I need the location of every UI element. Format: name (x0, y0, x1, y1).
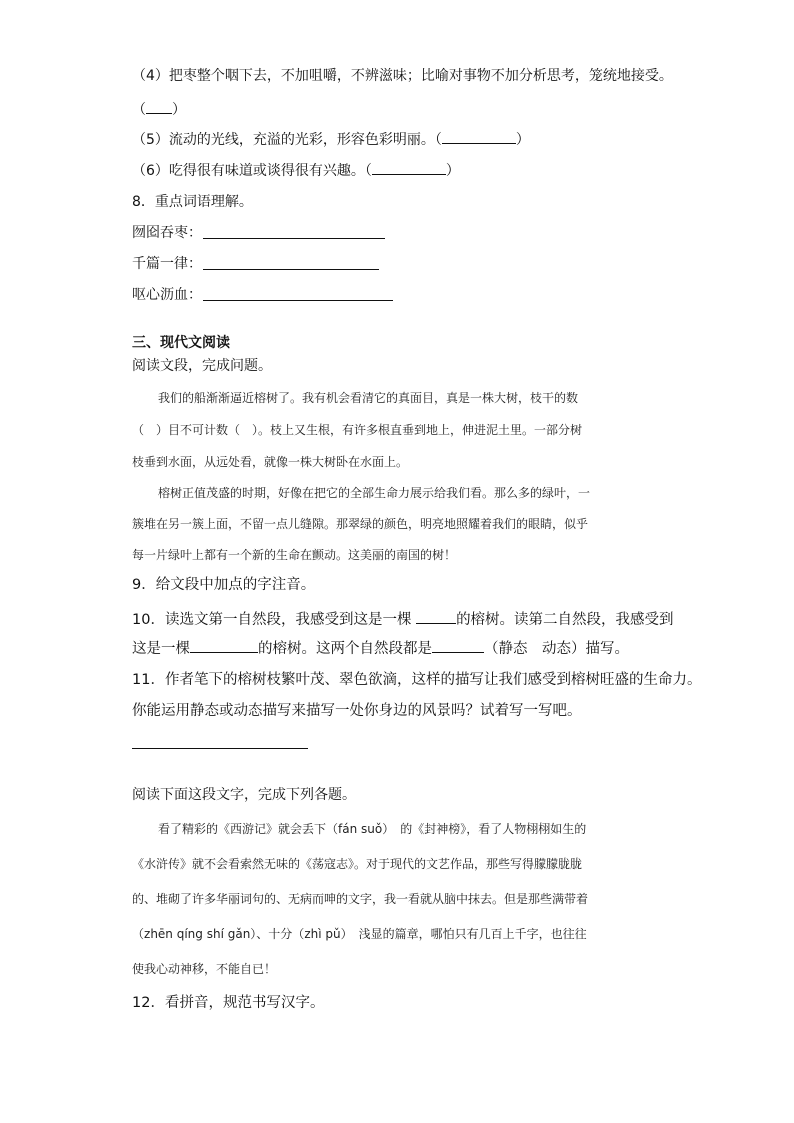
passage2-line (132, 925, 662, 942)
q7-item6-text: （6）吃得很有味道或谈得很有兴趣。（ (132, 163, 372, 179)
q10-text: 这是一棵 (132, 641, 190, 657)
answer-line[interactable] (132, 748, 308, 749)
q7-item5-text: （5）流动的光线，充溢的光彩，形容色彩明丽。（ (132, 132, 442, 148)
section-title: 三、现代文阅读 (132, 335, 230, 351)
passage1-line: （ ）目不可计数（ ）。枝上又生根，有许多根直垂到地上，伸进泥土里。一部分树 (132, 423, 583, 437)
q9-text: 9．给文段中加点的字注音。 (132, 577, 316, 593)
q10-text: （静态 动态）描写。 (484, 641, 629, 657)
passage1-line: 我们的船渐渐逼近榕树了。我有机会看清它的真面目，真是一株大树，枝干的数 (158, 391, 579, 405)
q10-line2 (132, 637, 629, 659)
answer-blank[interactable] (372, 159, 446, 175)
q11-line2: 你能运用静态或动态描写来描写一处你身边的风景吗？试着写一写吧。 (132, 703, 582, 719)
word-label: 千篇一律： (132, 256, 202, 272)
read2-intro: 阅读下面这段文字，完成下列各题。 (132, 787, 356, 803)
pinyin-prompt: zhì pǔ (304, 927, 341, 941)
pinyin-prompt: fán suǒ (338, 822, 383, 836)
paren-close: ） (515, 132, 530, 148)
passage1-line: 榕树正值茂盛的时期，好像在把它的全部生命力展示给我们看。那么多的绿叶，一 (158, 486, 591, 500)
q8-word2 (132, 254, 202, 274)
q8-title: 8．重点词语理解。 (132, 194, 253, 210)
q7-item4-answer (132, 98, 186, 120)
section-intro: 阅读文段，完成问题。 (132, 358, 272, 374)
word-label: 囫囵吞枣： (132, 225, 202, 241)
pinyin-prompt: zhēn qíng shí gǎn (144, 927, 251, 941)
passage1-line: 簇堆在另一簇上面，不留一点儿缝隙。那翠绿的颜色，明亮地照耀着我们的眼睛，似乎 (132, 517, 589, 531)
q7-item4 (132, 66, 673, 86)
answer-line[interactable] (203, 238, 385, 239)
answer-blank[interactable] (416, 608, 456, 624)
answer-blank[interactable] (190, 637, 258, 653)
q10-text: 的榕树。这两个自然段都是 (258, 641, 432, 657)
q7-item6 (132, 159, 460, 181)
passage2-line (158, 820, 688, 837)
answer-blank[interactable] (432, 637, 484, 653)
passage2-text: ）、十分（ (250, 927, 305, 941)
q10-text: 的榕树。读第二自然段，我感受到 (456, 612, 674, 628)
passage1-line: 每一片绿叶上都有一个新的生命在颤动。这美丽的南国的树！ (132, 548, 457, 562)
paren-close: ） (445, 163, 460, 179)
q12-text: 12．看拼音，规范书写汉字。 (132, 995, 325, 1011)
passage2-line: 使我心动神移，不能自已！ (132, 962, 277, 976)
answer-line[interactable] (203, 269, 379, 270)
passage2-line: 《水浒传》就不会看索然无味的《荡寇志》。对于现代的文艺作品，那些写得朦朦胧胧 (132, 857, 583, 871)
passage2-text: ） 浅显的篇章，哪怕只有几百上千字，也往往 (340, 927, 587, 941)
q7-item5 (132, 128, 530, 150)
paren-close: ） (172, 102, 186, 118)
passage2-text: 看了精彩的《西游记》就会丢下（ (158, 822, 339, 836)
q10-line1 (132, 608, 674, 630)
passage2-text: （ (132, 927, 145, 941)
q8-word3 (132, 285, 202, 305)
passage2-line: 的、堆砌了许多华丽词句的、无病而呻的文字，我一看就从脑中抹去。但是那些满带着 (132, 892, 589, 906)
answer-blank[interactable] (442, 128, 516, 144)
q11-line1: 11．作者笔下的榕树枝繁叶茂、翠色欲滴，这样的描写让我们感受到榕树旺盛的生命力。 (132, 672, 702, 688)
answer-line[interactable] (203, 300, 393, 301)
q8-word1 (132, 223, 202, 243)
word-label: 呕心沥血： (132, 287, 202, 303)
paren-open: （ (132, 102, 146, 118)
q10-text: 10．读选文第一自然段，我感受到这是一棵 (132, 612, 412, 628)
q7-item4-text: （4）把枣整个咽下去，不加咀嚼，不辨滋味；比喻对事物不加分析思考，笼统地接受。 (132, 68, 673, 84)
passage1-line: 枝垂到水面，从远处看，就像一株大树卧在水面上。 (132, 455, 409, 469)
answer-blank[interactable] (146, 98, 172, 114)
passage2-text: ） 的《封神榜》，看了人物栩栩如生的 (382, 822, 587, 836)
